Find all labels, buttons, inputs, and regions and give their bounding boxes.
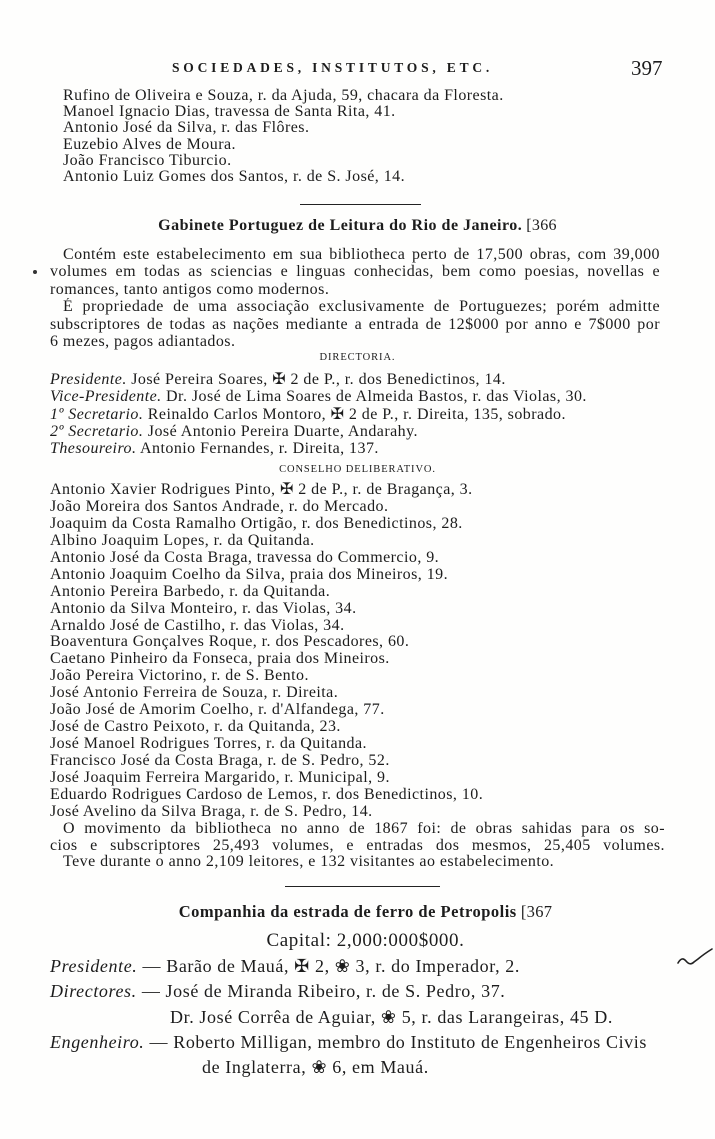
list-item: Francisco José da Costa Braga, r. de S. Pedro, 52. (50, 752, 390, 769)
list-item: Antonio José da Costa Braga, travessa do Commercio, 9. (50, 548, 440, 566)
section-title: Companhia da estrada de ferro de Petropolis (178, 902, 517, 921)
list-item: João Moreira dos Santos Andrade, r. do Mercado. (50, 497, 389, 515)
directoria-entry (50, 423, 587, 440)
list-item: José Antonio Ferreira de Souza, r. Direita. (50, 684, 339, 702)
officer-continuation: Dr. José Corrêa de Aguiar, ❀ 5, r. das Larangeiras, 45 D. (170, 1006, 613, 1027)
role-label: Directores. (50, 981, 137, 1002)
officer-entry (50, 954, 647, 979)
list-item: João José de Amorim Coelho, r. d'Alfandega, 77. (50, 701, 385, 719)
entry-text: José Antonio Pereira Duarte, Andarahy. (147, 422, 418, 440)
role-label: Vice-Presidente. (50, 388, 162, 406)
companhia-officers (50, 954, 647, 1080)
entry-text: — José de Miranda Ribeiro, r. de S. Pedro, 37. (141, 981, 506, 1002)
stray-ink-dot (33, 270, 37, 274)
officer-entry (50, 1030, 647, 1055)
officer-entry (50, 979, 647, 1004)
list-item: Manoel Ignacio Dias, travessa de Santa Rita, 41. (63, 103, 396, 121)
paragraph-line: volumes em todas as sciencias e linguas conhecidas, bem como poesias, novellas e (50, 263, 660, 281)
gabinete-heading (0, 217, 715, 235)
running-title: SOCIEDADES, INSTITUTOS, ETC. (172, 60, 494, 75)
directoria-entry (50, 388, 587, 405)
paragraph-line: subscriptores de todas as nações mediante a entrada de 12$000 por anno e 7$000 por (50, 315, 660, 333)
role-label: 2º Secretario. (50, 422, 144, 440)
list-item: Antonio Xavier Rodrigues Pinto, ✠ 2 de P., r. de Bragança, 3. (50, 481, 473, 498)
officer-continuation: de Inglaterra, ❀ 6, em Mauá. (202, 1057, 429, 1077)
role-label: Presidente. (50, 371, 127, 388)
conselho-list (50, 482, 483, 821)
list-item: Joaquim da Costa Ramalho Ortigão, r. dos Benedictinos, 28. (50, 514, 463, 532)
list-item: Antonio Pereira Barbedo, r. da Quitanda. (50, 582, 331, 600)
list-item: José Joaquim Ferreira Margarido, r. Municipal, 9. (50, 768, 390, 786)
list-item: Antonio José da Silva, r. das Flôres. (63, 119, 310, 137)
entry-text: José Pereira Soares, ✠ 2 de P., r. dos Benedictinos, 14. (131, 371, 506, 388)
directoria-list (50, 371, 587, 457)
role-label: Thesoureiro. (50, 440, 137, 457)
list-item: Caetano Pinheiro da Fonseca, praia dos Mineiros. (50, 650, 390, 668)
section-divider (285, 886, 440, 887)
paragraph-line: O movimento da bibliotheca no anno de 1867 foi: de obras sahidas para os so- (63, 821, 665, 837)
list-item: José Avelino da Silva Braga, r. de S. Pedro, 14. (50, 802, 373, 820)
page-number: 397 (631, 56, 663, 80)
list-item: José Manoel Rodrigues Torres, r. da Quitanda. (50, 735, 367, 753)
list-item: João Pereira Victorino, r. de S. Bento. (50, 667, 309, 685)
entry-number: [367 (520, 902, 553, 921)
directoria-entry (50, 440, 587, 457)
role-label: Presidente. (50, 956, 138, 976)
role-label: 1º Secretario. (50, 405, 144, 423)
section-divider (300, 204, 421, 205)
list-item: Boaventura Gonçalves Roque, r. dos Pescadores, 60. (50, 633, 410, 651)
list-item: Antonio Joaquim Coelho da Silva, praia dos Mineiros, 19. (50, 565, 449, 583)
paragraph-line: romances, tanto antigos como modernos. (50, 280, 330, 298)
entry-text: — Roberto Milligan, membro do Instituto de Engenheiros Civis (149, 1031, 647, 1052)
list-item: Arnaldo José de Castilho, r. das Violas, 34. (50, 616, 345, 634)
conselho-heading: CONSELHO DELIBERATIVO. (279, 464, 436, 475)
list-item: João Francisco Tiburcio. (63, 151, 232, 169)
directoria-entry (50, 406, 587, 423)
role-label: Engenheiro. (50, 1031, 145, 1052)
directoria-heading: DIRECTORIA. (319, 352, 396, 363)
list-item: José de Castro Peixoto, r. da Quitanda, 23. (50, 718, 341, 736)
list-item: Rufino de Oliveira e Souza, r. da Ajuda, 59, chacara da Floresta. (63, 87, 504, 104)
list-item: Eduardo Rodrigues Cardoso de Lemos, r. dos Benedictinos, 10. (50, 785, 484, 803)
paragraph-line: cios e subscriptores 25,493 volumes, e entradas dos mesmos, 25,405 volumes. (50, 837, 665, 854)
list-item: Albino Joaquim Lopes, r. da Quitanda. (50, 531, 315, 549)
entry-text: — Barão de Mauá, ✠ 2, ❀ 3, r. do Imperador, 2. (142, 956, 520, 976)
handwritten-pen-mark (676, 946, 714, 972)
list-item: Euzebio Alves de Moura. (63, 135, 236, 153)
paragraph-line: 6 mezes, pagos adiantados. (50, 332, 236, 350)
entry-text: Antonio Fernandes, r. Direita, 137. (140, 440, 379, 457)
previous-entries-list (63, 88, 504, 185)
gabinete-description (50, 246, 660, 350)
entry-text: Reinaldo Carlos Montoro, ✠ 2 de P., r. Direita, 135, sobrado. (147, 405, 566, 423)
list-item: Antonio da Silva Monteiro, r. das Violas, 34. (50, 599, 357, 617)
paragraph-line: É propriedade de uma associação exclusivamente de Portuguezes; porém admitte (63, 298, 660, 316)
companhia-heading (0, 902, 715, 922)
movimento-paragraph (50, 821, 665, 871)
section-title: Gabinete Portuguez de Leitura do Rio de Janeiro. (158, 217, 523, 234)
capital-line: Capital: 2,000:000$000. (266, 930, 465, 951)
paragraph-line: Teve durante o anno 2,109 leitores, e 132 visitantes ao estabelecimento. (63, 853, 555, 871)
entry-text: Dr. José de Lima Soares de Almeida Bastos, r. das Violas, 30. (166, 388, 587, 406)
entry-number: [366 (526, 217, 557, 234)
directoria-entry (50, 371, 587, 388)
list-item: Antonio Luiz Gomes dos Santos, r. de S. José, 14. (63, 167, 406, 185)
paragraph-line: Contém este estabelecimento em sua bibliotheca perto de 17,500 obras, com 39,000 (63, 246, 660, 263)
